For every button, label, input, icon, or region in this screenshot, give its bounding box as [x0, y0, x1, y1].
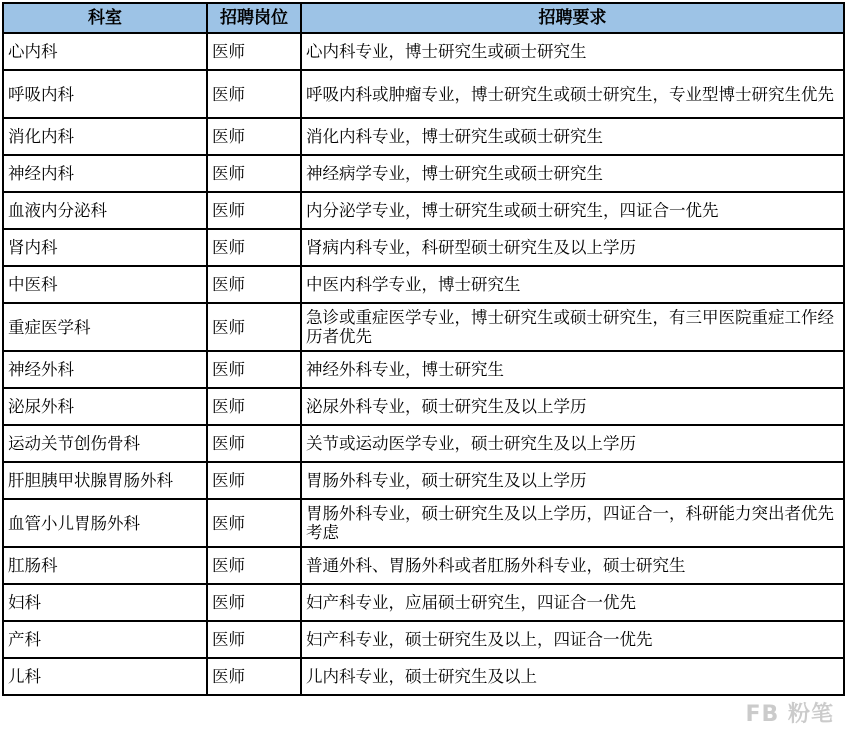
- cell-requirements: 儿内科专业，硕士研究生及以上: [301, 658, 844, 695]
- cell-department: 产科: [3, 621, 207, 658]
- cell-requirements: 心内科专业，博士研究生或硕士研究生: [301, 33, 844, 70]
- cell-requirements: 神经病学专业，博士研究生或硕士研究生: [301, 155, 844, 192]
- cell-department: 重症医学科: [3, 303, 207, 351]
- cell-requirements: 呼吸内科或肿瘤专业，博士研究生或硕士研究生，专业型博士研究生优先: [301, 70, 844, 118]
- cell-position: 医师: [207, 547, 301, 584]
- cell-department: 肾内科: [3, 229, 207, 266]
- cell-position: 医师: [207, 33, 301, 70]
- table-row: [3, 303, 844, 351]
- cell-requirements: 内分泌学专业，博士研究生或硕士研究生，四证合一优先: [301, 192, 844, 229]
- cell-requirements: 急诊或重症医学专业，博士研究生或硕士研究生，有三甲医院重症工作经历者优先: [301, 303, 844, 351]
- table-row: [3, 584, 844, 621]
- table-row: [3, 351, 844, 388]
- cell-department: 神经外科: [3, 351, 207, 388]
- cell-requirements: 妇产科专业，硕士研究生及以上，四证合一优先: [301, 621, 844, 658]
- cell-department: 泌尿外科: [3, 388, 207, 425]
- cell-position: 医师: [207, 118, 301, 155]
- recruitment-table: [2, 2, 845, 696]
- table-row: [3, 33, 844, 70]
- cell-requirements: 肾病内科专业，科研型硕士研究生及以上学历: [301, 229, 844, 266]
- header-requirements: 招聘要求: [301, 3, 844, 33]
- header-position: 招聘岗位: [207, 3, 301, 33]
- cell-position: 医师: [207, 499, 301, 547]
- cell-department: 消化内科: [3, 118, 207, 155]
- cell-requirements: 胃肠外科专业，硕士研究生及以上学历: [301, 462, 844, 499]
- table-body: [3, 33, 844, 695]
- cell-requirements: 关节或运动医学专业，硕士研究生及以上学历: [301, 425, 844, 462]
- cell-requirements: 神经外科专业，博士研究生: [301, 351, 844, 388]
- cell-department: 血管小儿胃肠外科: [3, 499, 207, 547]
- table-row: [3, 266, 844, 303]
- cell-department: 肝胆胰甲状腺胃肠外科: [3, 462, 207, 499]
- table-row: [3, 192, 844, 229]
- table-row: [3, 499, 844, 547]
- table-row: [3, 547, 844, 584]
- cell-position: 医师: [207, 388, 301, 425]
- cell-position: 医师: [207, 462, 301, 499]
- cell-requirements: 妇产科专业，应届硕士研究生，四证合一优先: [301, 584, 844, 621]
- cell-department: 儿科: [3, 658, 207, 695]
- cell-department: 妇科: [3, 584, 207, 621]
- cell-requirements: 消化内科专业，博士研究生或硕士研究生: [301, 118, 844, 155]
- header-department: 科室: [3, 3, 207, 33]
- watermark-logo: FB 粉笔: [745, 702, 834, 727]
- cell-requirements: 胃肠外科专业，硕士研究生及以上学历，四证合一，科研能力突出者优先考虑: [301, 499, 844, 547]
- cell-position: 医师: [207, 266, 301, 303]
- cell-position: 医师: [207, 70, 301, 118]
- table-row: [3, 155, 844, 192]
- cell-position: 医师: [207, 584, 301, 621]
- cell-department: 呼吸内科: [3, 70, 207, 118]
- cell-position: 医师: [207, 229, 301, 266]
- table-row: [3, 70, 844, 118]
- cell-requirements: 泌尿外科专业，硕士研究生及以上学历: [301, 388, 844, 425]
- cell-department: 血液内分泌科: [3, 192, 207, 229]
- cell-department: 运动关节创伤骨科: [3, 425, 207, 462]
- cell-department: 肛肠科: [3, 547, 207, 584]
- table-row: [3, 462, 844, 499]
- cell-position: 医师: [207, 658, 301, 695]
- cell-requirements: 普通外科、胃肠外科或者肛肠外科专业，硕士研究生: [301, 547, 844, 584]
- table-row: [3, 658, 844, 695]
- cell-position: 医师: [207, 621, 301, 658]
- table-header-row: [3, 3, 844, 33]
- cell-requirements: 中医内科学专业，博士研究生: [301, 266, 844, 303]
- cell-position: 医师: [207, 192, 301, 229]
- cell-position: 医师: [207, 303, 301, 351]
- cell-department: 心内科: [3, 33, 207, 70]
- cell-position: 医师: [207, 425, 301, 462]
- cell-position: 医师: [207, 351, 301, 388]
- cell-department: 神经内科: [3, 155, 207, 192]
- table-row: [3, 425, 844, 462]
- cell-department: 中医科: [3, 266, 207, 303]
- table-row: [3, 229, 844, 266]
- table-row: [3, 621, 844, 658]
- table-row: [3, 388, 844, 425]
- cell-position: 医师: [207, 155, 301, 192]
- table-row: [3, 118, 844, 155]
